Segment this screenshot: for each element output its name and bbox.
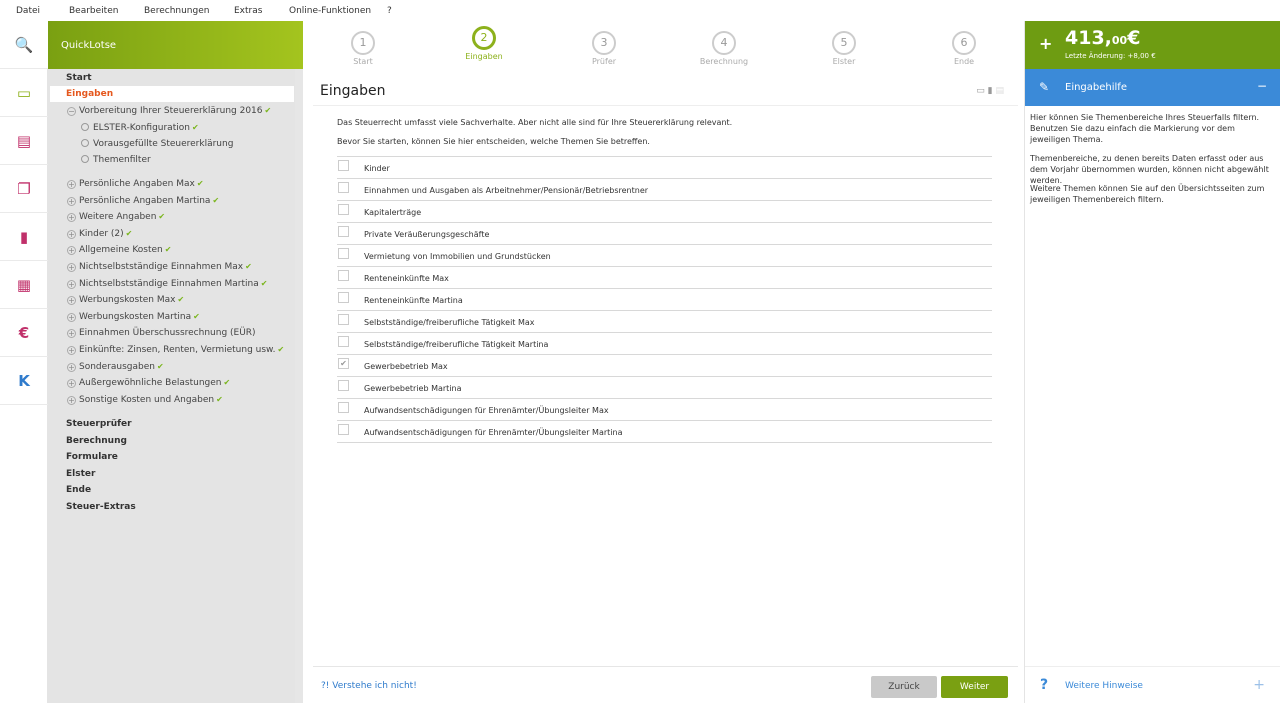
expand-icon[interactable]: + [68,279,75,289]
check-icon: ✔ [216,394,223,404]
expand-icon[interactable]: + [68,246,75,256]
topic-checkbox[interactable] [338,182,349,193]
topic-label: Kapitalerträge [364,208,422,217]
tree-item-label: Nichtselbstständige Einnahmen Max [79,262,244,272]
tree-item-label: Vorbereitung Ihrer Steuererklärung 2016 [79,106,263,116]
bookmark-icon[interactable]: ▮ [987,86,993,96]
step-number: 6 [952,31,976,55]
last-change: Letzte Änderung: +8,00 € [1065,52,1156,60]
step-ende[interactable] [924,31,1004,66]
topic-checkbox[interactable] [338,336,349,347]
print-icon[interactable]: ▤ [995,86,1004,96]
refund-amount [1065,27,1140,49]
help-paragraph-3: Weitere Themen können Sie auf den Übersichtsseiten zum jeweiligen Themenbereich filtern. [1030,184,1265,204]
tree-item-label: Einkünfte: Zinsen, Renten, Vermietung usw. [79,345,276,355]
check-icon: ✔ [245,262,252,271]
topic-option [337,200,992,222]
topic-label: Einnahmen und Ausgaben als Arbeitnehmer/Pensionär/Betriebsrentner [364,186,649,195]
tree-item-label: Einnahmen Überschussrechnung (EÜR) [79,328,256,339]
tree-item[interactable] [67,362,164,372]
options-bottom-border [337,442,992,443]
form-icon: ▤ [16,131,32,150]
footer [313,666,1018,703]
topic-label: Gewerbebetrieb Martina [364,384,462,393]
help-paragraph-2: Themenbereiche, zu denen bereits Daten erfasst oder aus dem Vorjahr übernommen wurden, können nicht abgewählt werden. [1030,154,1269,185]
radio-circle-icon [81,155,89,163]
tree-item-label: Elster [66,468,96,479]
expand-icon[interactable]: + [68,263,75,272]
sidebar-button-6[interactable] [0,309,48,357]
tree-item-label: ELSTER-Konfiguration [93,123,190,133]
expand-icon[interactable]: + [68,312,75,322]
topic-checkbox[interactable]: ✔ [338,358,349,369]
tree-item-label: Eingaben [66,89,114,99]
topic-label: Renteneinkünfte Max [364,274,449,283]
menu-extras[interactable]: Extras [234,6,263,16]
help-link[interactable]: ?! Verstehe ich nicht! [321,681,417,691]
topic-checkbox[interactable] [338,160,349,171]
help-paragraph-1: Hier können Sie Themenbereiche Ihres Steuerfalls filtern. Benutzen Sie dazu einfach die Markierung vor dem jeweiligen Thema. [1030,113,1260,144]
tree-subitem[interactable] [81,123,199,133]
tree-item[interactable] [67,196,219,206]
expand-icon[interactable]: + [68,180,75,189]
sidebar-button-4[interactable] [0,213,48,261]
icon-sidebar [0,21,48,703]
topic-label: Kinder [364,164,390,173]
step-label: Eingaben [465,52,503,61]
topic-label: Renteneinkünfte Martina [364,296,463,305]
topic-option [337,376,992,398]
tree-item[interactable] [67,179,204,189]
tree-item[interactable] [67,395,223,405]
step-number: 2 [472,26,496,50]
chart-icon: ▮ [19,227,29,246]
step-label: Ende [953,57,975,66]
pencil-icon: ✎ [1039,80,1050,94]
tree-item-label: Persönliche Angaben Max [79,179,195,189]
expand-icon[interactable]: + [68,395,75,405]
euro-icon: € [18,323,30,342]
check-icon: ✔ [164,245,172,255]
next-button[interactable]: Weiter [941,676,1008,698]
tree-item[interactable] [67,312,200,322]
currency-symbol: € [1127,27,1141,49]
step-label: Elster [832,57,856,66]
tree-subitem[interactable] [81,139,233,149]
note-icon[interactable]: ▭ [976,86,985,96]
tree-item-eingaben[interactable] [66,89,113,99]
expand-icon[interactable]: + [68,362,75,372]
tree-item[interactable] [67,245,171,255]
menu-datei[interactable]: Datei [16,6,41,16]
step-number: 1 [351,31,375,55]
topic-option [337,222,992,244]
step-label: Prüfer [591,57,617,66]
tree-item-label: Außergewöhnliche Belastungen [79,378,222,389]
expand-icon[interactable]: + [1253,677,1265,693]
tree-item-label: Start [66,73,92,83]
check-icon: ✔ [193,311,200,321]
topic-checkbox[interactable] [338,270,349,281]
intro-text-2: Bevor Sie starten, können Sie hier entscheiden, welche Themen Sie betreffen. [337,137,650,146]
check-icon: ✔ [196,179,204,188]
refund-box [1025,21,1280,69]
step-number: 5 [832,31,856,55]
sidebar-button-1[interactable] [0,69,48,117]
more-hints[interactable] [1025,666,1280,703]
tree-title: QuickLotse [48,21,303,69]
check-icon: ✔ [158,212,166,222]
back-button[interactable]: Zurück [871,676,937,698]
more-hints-label: Weitere Hinweise [1065,681,1143,691]
expand-icon[interactable]: + [68,329,75,339]
tree-item[interactable] [67,229,132,239]
refund-amount-main: 413, [1065,27,1112,49]
step-elster[interactable] [804,31,884,66]
menu-bearbeiten[interactable]: Bearbeiten [69,6,119,16]
tree-item[interactable] [67,328,256,338]
topic-label: Selbstständige/freiberufliche Tätigkeit Max [364,318,535,327]
sidebar-button-2[interactable] [0,117,48,165]
tree-item-label: Allgemeine Kosten [79,245,163,256]
page-title: Eingaben [320,83,386,99]
tree-item-section[interactable] [66,452,118,462]
topic-option [337,310,992,332]
step-prüfer[interactable] [564,31,644,66]
input-help-header[interactable] [1025,69,1280,106]
input-help-title: Eingabehilfe [1065,82,1127,93]
tree-item-label: Steuer-Extras [66,502,136,512]
sidebar-button-5[interactable] [0,261,48,309]
tree-item-label: Berechnung [66,435,127,446]
tree-item[interactable] [67,378,230,388]
main-panel [303,21,1024,703]
topic-label: Aufwandsentschädigungen für Ehrenämter/Übungsleiter Martina [364,428,623,437]
tree-item-label: Kinder (2) [79,228,124,239]
tree-item-start[interactable] [66,73,92,83]
check-icon: ✔ [223,378,231,388]
collapse-icon[interactable]: − [68,107,75,116]
topic-label: Vermietung von Immobilien und Grundstücken [364,252,551,261]
topic-option [337,288,992,310]
expand-icon[interactable]: + [68,346,75,355]
topic-option [337,266,992,288]
tree-item[interactable] [67,212,165,222]
tree-item[interactable] [67,279,267,289]
expand-icon[interactable]: + [68,229,75,239]
calculator-icon: ▦ [16,275,32,294]
tree-item-label: Sonderausgaben [79,361,155,372]
check-icon: ✔ [191,123,199,132]
tree-item-label: Persönliche Angaben Martina [79,195,211,206]
check-icon: ✔ [277,345,285,354]
menu-bar [0,0,1280,21]
k-icon: K [18,371,30,390]
tree-item-section[interactable] [66,419,132,429]
step-label: Start [353,57,373,66]
topic-label: Gewerbebetrieb Max [364,362,448,371]
tree-item-label: Vorausgefüllte Steuererklärung [93,139,234,149]
tree-item-vorbereitung[interactable] [67,106,271,116]
step-number: 4 [712,31,736,55]
tree-item-label: Sonstige Kosten und Angaben [79,394,215,405]
tree-item-label: Werbungskosten Martina [79,311,192,322]
question-icon: ? [1040,677,1049,693]
check-icon: ✔ [212,195,220,205]
topic-option [337,244,992,266]
topic-checkbox[interactable] [338,424,349,435]
step-eingaben[interactable] [444,26,524,61]
chat-icon: ▭ [16,83,32,102]
check-icon: ✔ [125,228,133,238]
right-panel [1024,21,1280,703]
step-number: 3 [592,31,616,55]
copy-icon: ❐ [17,179,31,198]
refund-amount-cents: 00 [1111,34,1128,47]
menu-help[interactable]: ? [387,6,392,16]
tree-item-label: Weitere Angaben [79,212,157,223]
expand-icon[interactable]: + [68,196,75,206]
title-divider [313,105,1018,106]
topic-label: Selbstständige/freiberufliche Tätigkeit Martina [364,340,549,349]
tree-subitem[interactable] [81,155,151,165]
tree-item-label: Themenfilter [93,155,151,165]
sidebar-button-7[interactable] [0,357,48,405]
topic-checkbox[interactable] [338,380,349,391]
topic-label: Aufwandsentschädigungen für Ehrenämter/Übungsleiter Max [364,406,609,415]
menu-online-funktionen[interactable]: Online-Funktionen [289,6,372,16]
topic-option [337,420,992,442]
expand-icon[interactable]: + [68,296,75,306]
tree-item-section[interactable] [66,485,91,495]
menu-berechnungen[interactable]: Berechnungen [144,6,210,16]
topic-label: Private Veräußerungsgeschäfte [364,230,490,239]
intro-text-1: Das Steuerrecht umfasst viele Sachverhalte. Aber nicht alle sind für Ihre Steuererklärung relevant. [337,118,733,127]
topic-option [337,332,992,354]
topic-checkbox[interactable] [338,248,349,259]
topic-option [337,398,992,420]
tree-item[interactable] [67,295,184,305]
topic-option [337,178,992,200]
tree-item[interactable] [67,262,252,272]
step-label: Berechnung [699,57,749,66]
search-icon: 🔍 [14,35,34,54]
radio-circle-icon [81,123,89,131]
sidebar-button-3[interactable] [0,165,48,213]
check-icon: ✔ [264,106,272,115]
expand-icon[interactable]: + [68,213,75,223]
topic-checkbox[interactable] [338,292,349,303]
tree-item-label: Formulare [66,452,118,463]
tree-item-section[interactable] [66,469,95,479]
tree-item-label: Werbungskosten Max [79,295,176,306]
topic-option [337,354,992,376]
tree-item-label: Ende [66,485,92,496]
plus-icon[interactable]: + [1039,34,1053,53]
step-berechnung[interactable] [684,31,764,66]
check-icon: ✔ [177,295,185,305]
collapse-icon[interactable]: − [1256,79,1267,93]
topic-checkbox[interactable] [338,402,349,413]
tree-item-section[interactable] [66,502,136,512]
tree-item-section[interactable] [66,436,127,446]
radio-circle-icon [81,139,89,147]
tree-item-label: Steuerprüfer [66,419,132,429]
check-icon: ✔ [156,361,164,371]
topic-checkbox[interactable] [338,314,349,325]
topic-checkbox[interactable] [338,226,349,237]
sidebar-button-0[interactable] [0,21,48,69]
tree-item[interactable] [67,345,284,355]
expand-icon[interactable]: + [68,379,75,389]
check-icon: ✔ [260,278,268,288]
topic-checkbox[interactable] [338,204,349,215]
page-tools [976,86,1004,96]
topic-option [337,156,992,178]
step-start[interactable] [323,31,403,66]
tree-item-label: Nichtselbstständige Einnahmen Martina [79,278,259,289]
